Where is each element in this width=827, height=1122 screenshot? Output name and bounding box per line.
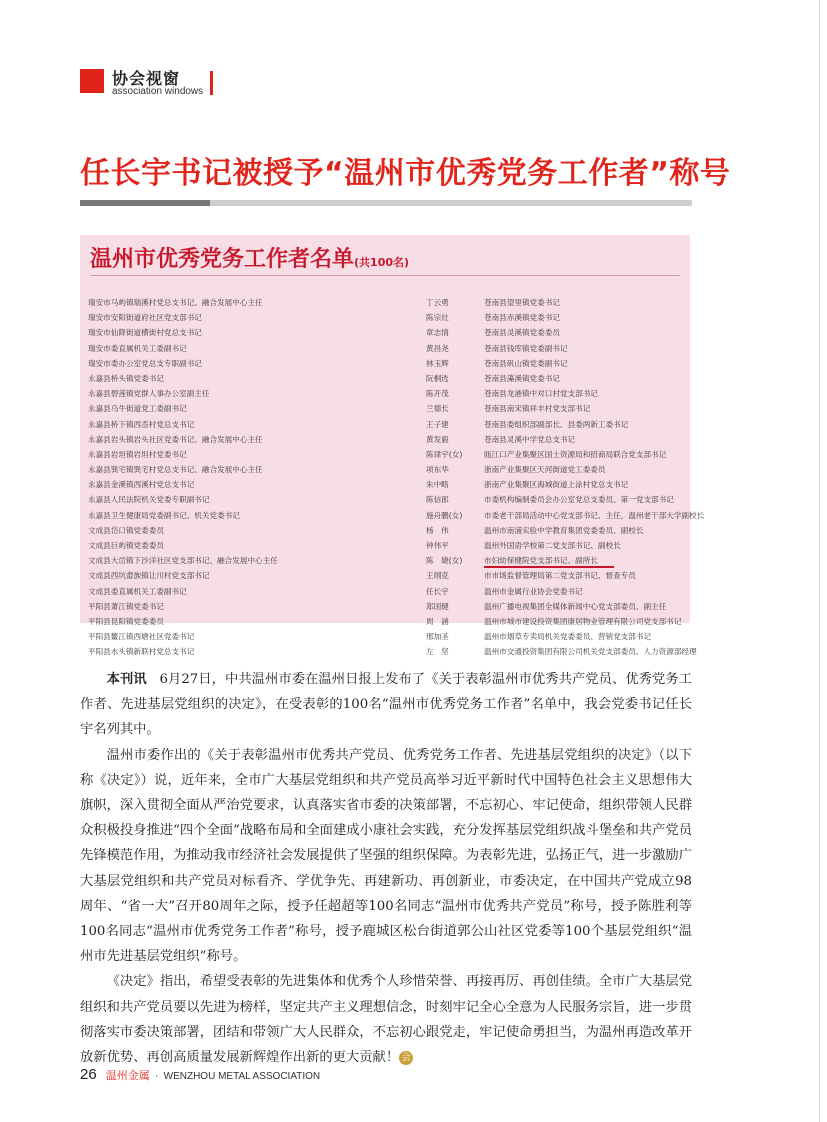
honor-list-name: 陈开茂	[426, 389, 449, 399]
honor-list-unit: 温州市金属行业协会党委书记	[484, 586, 583, 596]
honor-list-name: 王纲克	[426, 571, 449, 581]
honor-list-name: 兰德长	[426, 404, 449, 414]
footer-separator: ·	[154, 1070, 159, 1082]
honor-list-unit: 市市场监督管理局第二党支部书记、督查专员	[484, 571, 636, 581]
honor-list-name: 朱中略	[426, 480, 449, 490]
honor-list-unit: 苍南县钱库镇党委副书记	[484, 343, 568, 353]
honor-list-unit: 苍南县矾山镇党委副书记	[484, 358, 568, 368]
honor-list-unit: 苍南县龙港镇中对口村党支部书记	[484, 389, 598, 399]
honor-list-unit: 文成县大峃镇下沙洋社区党支部书记、融合发展中心主任	[88, 556, 278, 566]
honor-list-unit: 永嘉县巽宅镇巽宅村党总支书记、融合发展中心主任	[88, 465, 263, 475]
honor-list-unit: 文成县岱口镇党委委员	[88, 525, 164, 535]
article-paragraph-3-text: 《决定》指出，希望受表彰的先进集体和优秀个人珍惜荣誉、再接再厉、再创佳绩。全市广大基层党组织和共产党员要以先进为榜样，坚定共产主义理想信念，时刻牢记全心全意为人民服务宗旨，进一步贯彻落实市委决策部署，团结和带领广大人民群众，不忘初心跟党走，牢记使命勇担当，为温州再造改革开放新优势、再创高质量发展新辉煌作出新的更大贡献！	[80, 974, 692, 1066]
honor-list-name: 陈宗灶	[426, 313, 449, 323]
magazine-name-en: WENZHOU METAL ASSOCIATION	[163, 1071, 321, 1082]
honor-list-name: 丁云勇	[426, 298, 449, 307]
section-marker-square	[80, 69, 104, 93]
page-number: 26	[80, 1066, 97, 1083]
honor-list-left-column	[88, 295, 378, 660]
article-lead: 本刊讯	[106, 672, 147, 687]
honor-list-name: 邢加圣	[426, 632, 449, 642]
honor-list-name: 周 涵	[426, 616, 449, 626]
honor-list-name: 施舟鹏(女)	[426, 510, 463, 520]
article-paragraph-3	[80, 969, 692, 1070]
honor-list-unit: 温州广播电视集团全媒体新闻中心党支部委员、副主任	[484, 601, 667, 611]
honor-list-unit: 苍南县望里镇党委书记	[484, 298, 560, 307]
honor-list-unit: 苍南县委组织部副部长、县委两新工委书记	[484, 419, 629, 429]
honor-list-unit: 瑞安市安阳街道府社区党支部书记	[88, 313, 202, 323]
magazine-name-cn: 温州金属	[105, 1069, 150, 1082]
honor-list-unit: 苍南县灵溪中学党总支书记	[484, 434, 576, 444]
article-body	[80, 667, 692, 1070]
honor-list-name: 陈信郎	[426, 495, 449, 505]
honor-list-unit: 温州市烟草专卖局机关党委委员、营销党支部书记	[484, 632, 652, 642]
headline-rule-accent	[80, 200, 210, 206]
honor-list-unit: 瑞安市委直属机关工委副书记	[88, 343, 187, 353]
article-paragraph-1-text: 6月27日，中共温州市委在温州日报上发布了《关于表彰温州市优秀共产党员、优秀党务工作者、先进基层党组织的决定》，在受表彰的100名“温州市优秀党务工作者”名单中，我会党委书记任长宇名列其中。	[80, 672, 692, 738]
honor-list-unit: 瓯江口产业集聚区国土资源局和招商局联合党支部书记	[484, 449, 667, 459]
honor-list-name: 左 坚	[426, 647, 449, 657]
honor-list-rule	[90, 275, 680, 276]
honor-list-unit: 浙南产业集聚区海城街道上涂村党总支书记	[484, 480, 629, 490]
honor-list-unit: 永嘉县岩坦镇岩坦村党委书记	[88, 449, 187, 459]
honor-list-unit: 永嘉县卫生健康局党委副书记、机关党委书记	[88, 510, 240, 520]
honor-list-unit: 永嘉县桥头镇党委书记	[88, 373, 164, 383]
honor-list-name: 郑国健	[426, 601, 449, 611]
honor-list-unit: 苍南县藻溪镇党委书记	[484, 373, 560, 383]
page-footer	[80, 1064, 320, 1083]
honor-list-name: 王子建	[426, 419, 449, 429]
honor-list-unit: 苍南县灵溪镇党委委员	[484, 328, 560, 338]
honor-list-unit: 文成县巨屿镇党委委员	[88, 541, 164, 550]
highlight-underline	[484, 566, 614, 568]
honor-list-unit: 市妇幼保健院党支部书记、副所长	[484, 556, 598, 566]
article-end-icon: 会	[399, 1051, 413, 1065]
article-headline: 任长宇书记被授予“温州市优秀党务工作者”称号	[80, 156, 731, 191]
honor-list-image	[80, 235, 705, 657]
honor-list-unit: 温州外国语学校第二党支部书记、副校长	[484, 541, 621, 550]
honor-list-unit: 市委机构编制委员会办公室党总支委员、第一党支部书记	[484, 495, 674, 505]
article-paragraph-2: 温州市委作出的《关于表彰温州市优秀共产党员、优秀党务工作者、先进基层党组织的决定》（以下称《决定》）说，近年来，全市广大基层党组织和共产党员高举习近平新时代中国特色社会主义思想伟大旗帜，深入贯彻全面从严治党要求，认真落实省市委的决策部署，不忘初心、牢记使命，组织带领人民群众积极投身推进“四个全面”战略布局和全面建成小康社会实践，充分发挥基层党组织战斗堡垒和共产党员先锋模范作用，为推动我市经济社会发展提供了坚强的组织保障。为表彰先进，弘扬正气，进一步激励广大基层党组织和共产党员对标看齐、学优争先、再建新功、再创新业，市委决定，在中国共产党成立98周年、“省一大”召开80周年之际，授予任超超等100名同志“温州市优秀共产党员”称号，授予陈胜利等100名同志“温州市优秀党务工作者”称号，授予鹿城区松台街道郭公山社区党委等100个基层党组织“温州市先进基层党组织”称号。	[80, 747, 692, 965]
section-title: 协会视窗	[112, 69, 181, 88]
honor-list-unit: 文成县委直属机关工委副书记	[88, 586, 187, 596]
honor-list-unit: 浙南产业集聚区天河街道党工委委员	[484, 465, 606, 475]
page-edge-line	[819, 0, 820, 1122]
honor-list-count: (共100名)	[354, 256, 410, 269]
honor-list-unit: 文成县西坑畲族镇让川村党支部书记	[88, 571, 210, 581]
honor-list-name: 钟伟平	[426, 541, 449, 550]
honor-list-unit: 瑞安市委办公室党总支专职副书记	[88, 358, 202, 368]
honor-list-unit: 平阳县萧江镇党委书记	[88, 601, 164, 611]
honor-list-unit: 温州市南浦实验中学教育集团党委委员、副校长	[484, 525, 644, 535]
section-subtitle: association windows	[112, 86, 204, 97]
honor-list-title	[90, 242, 409, 273]
honor-list-name: 任长宇	[426, 586, 449, 596]
honor-list-unit: 瑞安市马屿镇瑞溪村党总支书记、融合发展中心主任	[88, 298, 263, 307]
honor-list-unit: 温州市城市建设投资集团康居物业管理有限公司党支部书记	[484, 616, 682, 626]
honor-list-name: 陈 婕(女)	[426, 556, 463, 566]
honor-list-name: 黄发毅	[426, 434, 449, 444]
honor-list-name: 陈律宇(女)	[426, 449, 463, 459]
honor-list-unit: 苍南县南宋镇祥丰村党支部书记	[484, 404, 591, 414]
honor-list-name: 项东华	[426, 465, 449, 475]
honor-list-title-text: 温州市优秀党务工作者名单	[90, 247, 355, 272]
honor-list-unit: 永嘉县桥下镇西岙村党总支书记	[88, 419, 195, 429]
honor-list-name: 杨 伟	[426, 525, 449, 535]
honor-list-unit: 温州市交通投资集团有限公司机关党支部委员、人力资源部经理	[484, 647, 697, 657]
honor-list-unit: 永嘉县乌牛街道党工委副书记	[88, 404, 187, 414]
honor-list-name: 林玉辉	[426, 358, 449, 368]
honor-list-unit: 平阳县水头镇新联村党总支书记	[88, 647, 195, 657]
honor-list-unit: 瑞安市仙降街道横街村党总支书记	[88, 328, 202, 338]
honor-list-unit: 永嘉县碧莲镇党群人事办公室副主任	[88, 389, 210, 399]
honor-list-unit: 平阳县鳌江镇西塘社区党委书记	[88, 632, 195, 642]
honor-list-unit: 苍南县赤溪镇党委书记	[484, 313, 560, 323]
honor-list-unit: 永嘉县金溪镇西溪村党总支书记	[88, 480, 195, 490]
honor-list-right-column	[484, 295, 705, 660]
honor-list-unit: 平阳县昆阳镇党委委员	[88, 616, 164, 626]
honor-list-name: 章志情	[426, 328, 449, 338]
article-paragraph-1	[80, 667, 692, 743]
honor-list-unit: 永嘉县岩头镇岩头社区党委书记、融合发展中心主任	[88, 434, 263, 444]
honor-list-unit: 市委老干部局活动中心党支部书记、主任，温州老干部大学副校长	[484, 510, 705, 520]
honor-list-name: 黄昌尧	[426, 343, 449, 353]
honor-list-names-column	[426, 295, 478, 660]
honor-list-name: 阮桐选	[426, 373, 449, 383]
honor-list-unit: 永嘉县人民法院机关党委专职副书记	[88, 495, 210, 505]
section-marker-bar	[210, 71, 213, 95]
